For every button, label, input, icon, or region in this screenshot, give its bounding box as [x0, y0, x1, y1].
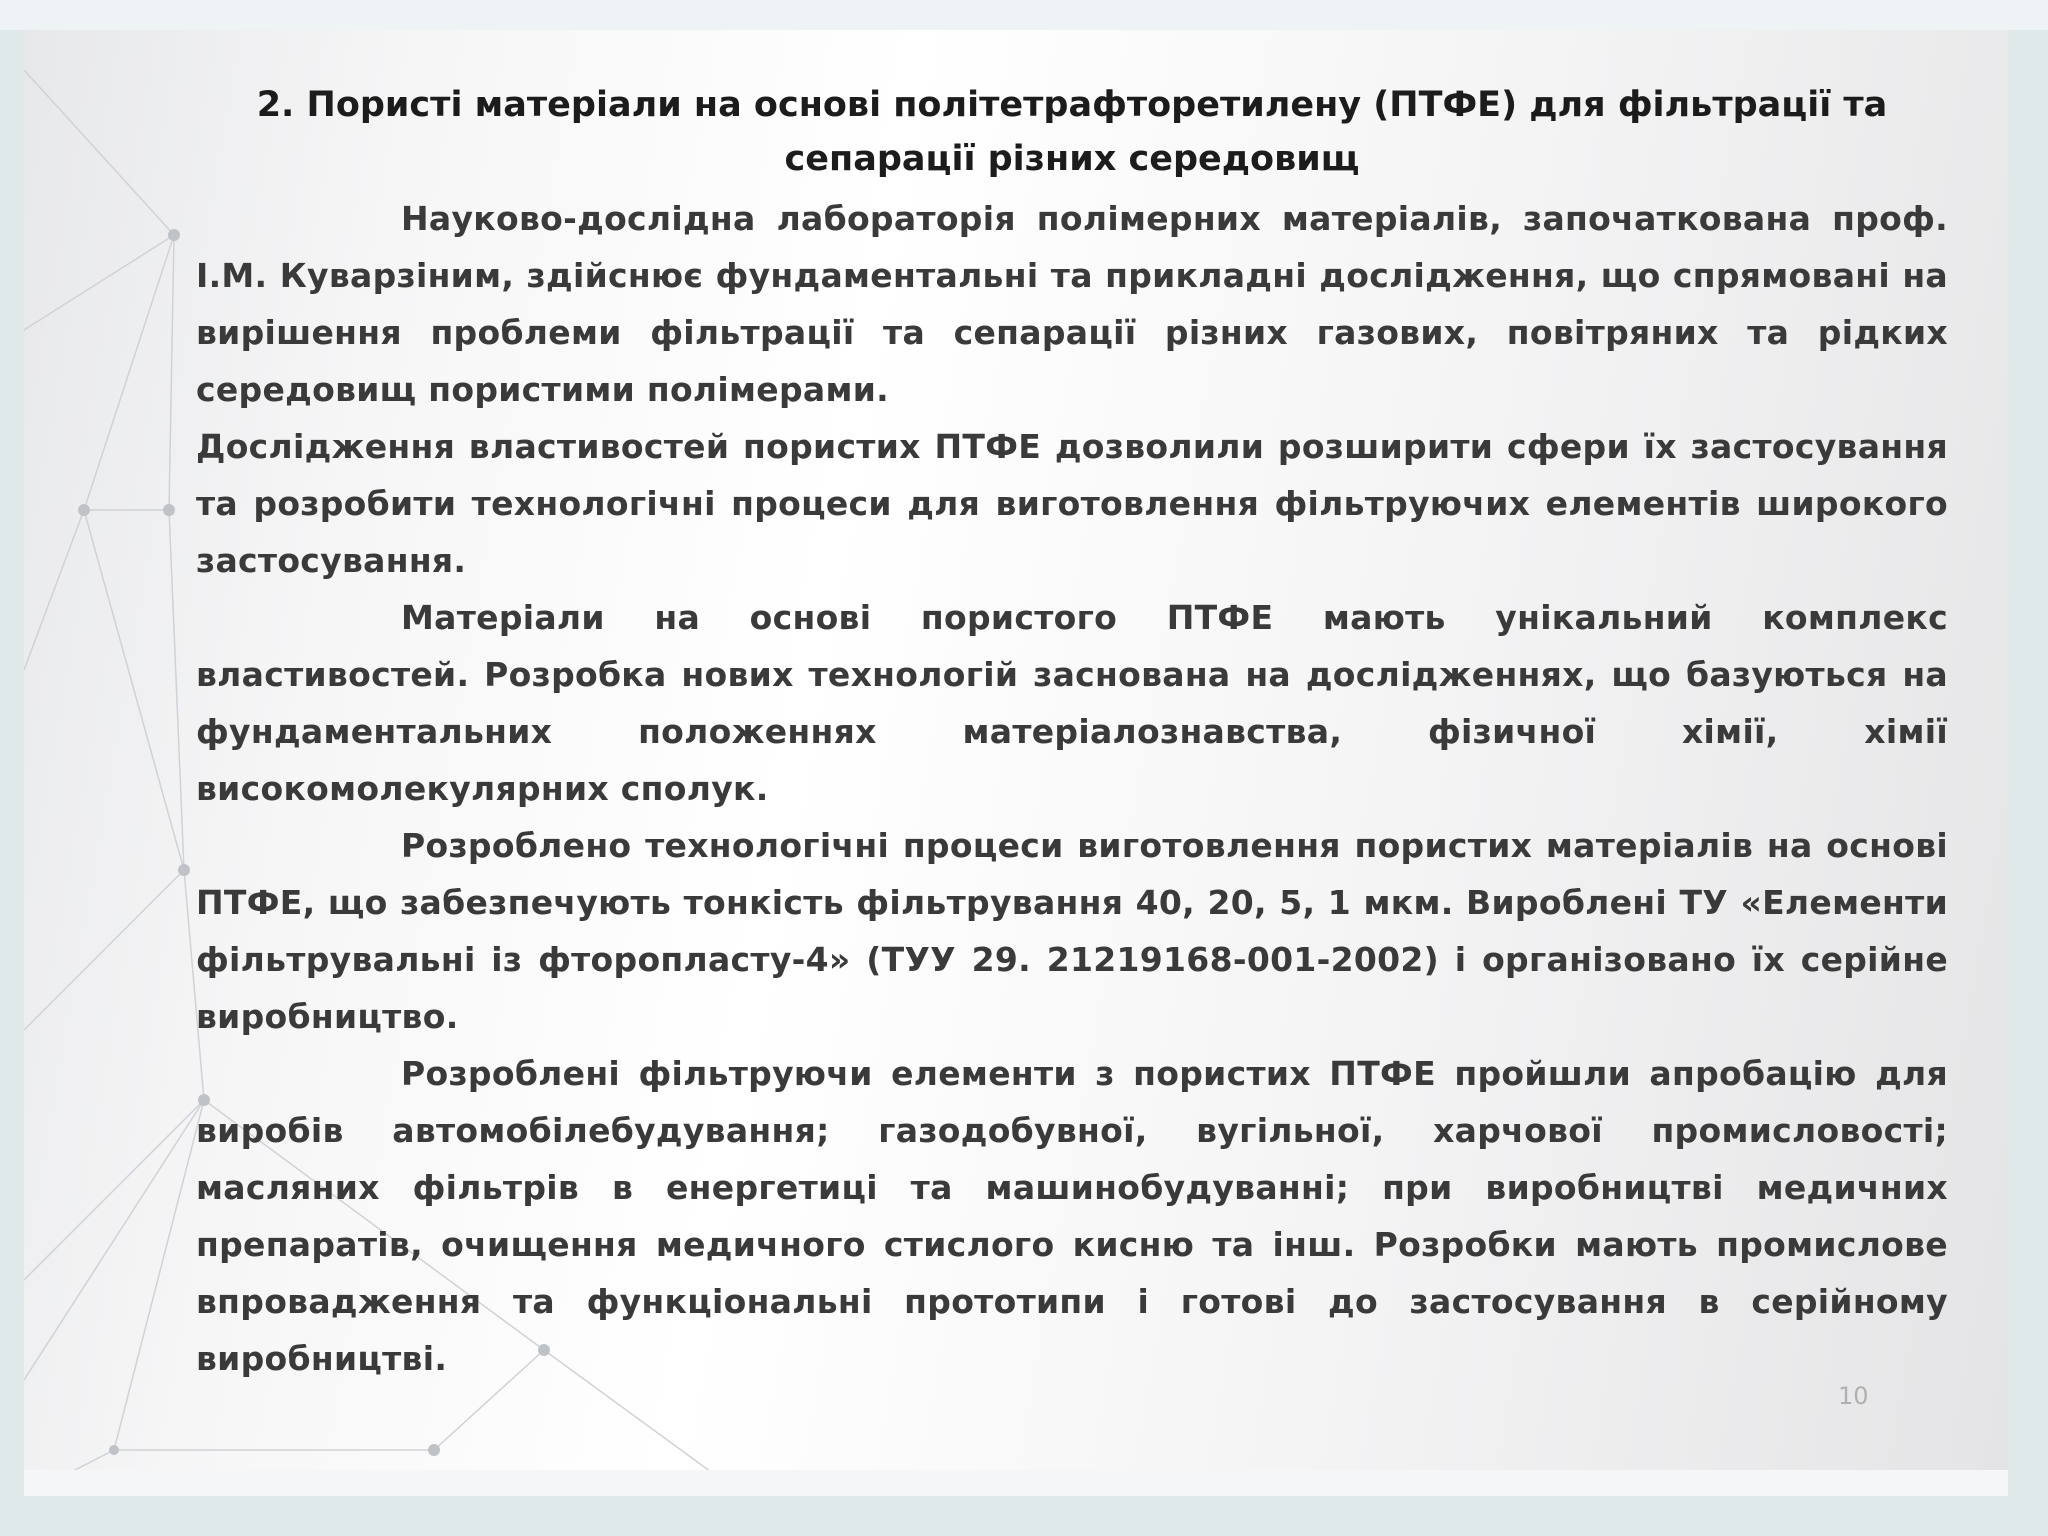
paragraph-2: Дослідження властивостей пористих ПТФЕ дозволили розширити сфери їх застосування та розробити технологічні процеси для виготовлення фільтруючих елементів широкого застосування.: [196, 427, 1948, 580]
paragraph-5: Розроблені фільтруючи елементи з пористих ПТФЕ пройшли апробацію для виробів автомобілебудування; газодобувної, вугільної, харчової промисловості; масляних фільтрів в енергетиці та машинобудуванні; при виробництві медичних препаратів, очищення медичного стислого кисню та інш. Розробки мають промислове впровадження та функціональні прототипи і готові до застосування в серійному виробництві.: [196, 1054, 1948, 1378]
paragraph-3: Матеріали на основі пористого ПТФЕ мають унікальний комплекс властивостей. Розробка нових технологій заснована на дослідженнях, що базуються на фундаментальних положеннях матеріалознавства, фізичної хімії, хімії високомолекулярних сполук.: [196, 598, 1948, 808]
presentation-slide: [24, 30, 2008, 1496]
slide-page-number: 10: [1838, 1382, 1869, 1410]
slide-title: 2. Пористі матеріали на основі політетрафторетилену (ПТФЕ) для фільтрації та сепарації різних середовищ: [256, 85, 1888, 179]
slide-bottom-strip: [24, 1470, 2008, 1496]
paragraph-1: Науково-дослідна лабораторія полімерних матеріалів, започаткована проф. І.М. Куварзіним, здійснює фундаментальні та прикладні дослідження, що спрямовані на вирішення проблеми фільтрації та сепарації різних газових, повітряних та рідких середовищ пористими полімерами.: [196, 199, 1948, 409]
paragraph-4: Розроблено технологічні процеси виготовлення пористих матеріалів на основі ПТФЕ, що забезпечують тонкість фільтрування 40, 20, 5, 1 мкм. Вироблені ТУ «Елементи фільтрувальні із фторопласту-4» (ТУУ 29. 21219168-001-2002) і організовано їх серійне виробництво.: [196, 826, 1948, 1036]
slide-content: [196, 78, 1948, 1387]
